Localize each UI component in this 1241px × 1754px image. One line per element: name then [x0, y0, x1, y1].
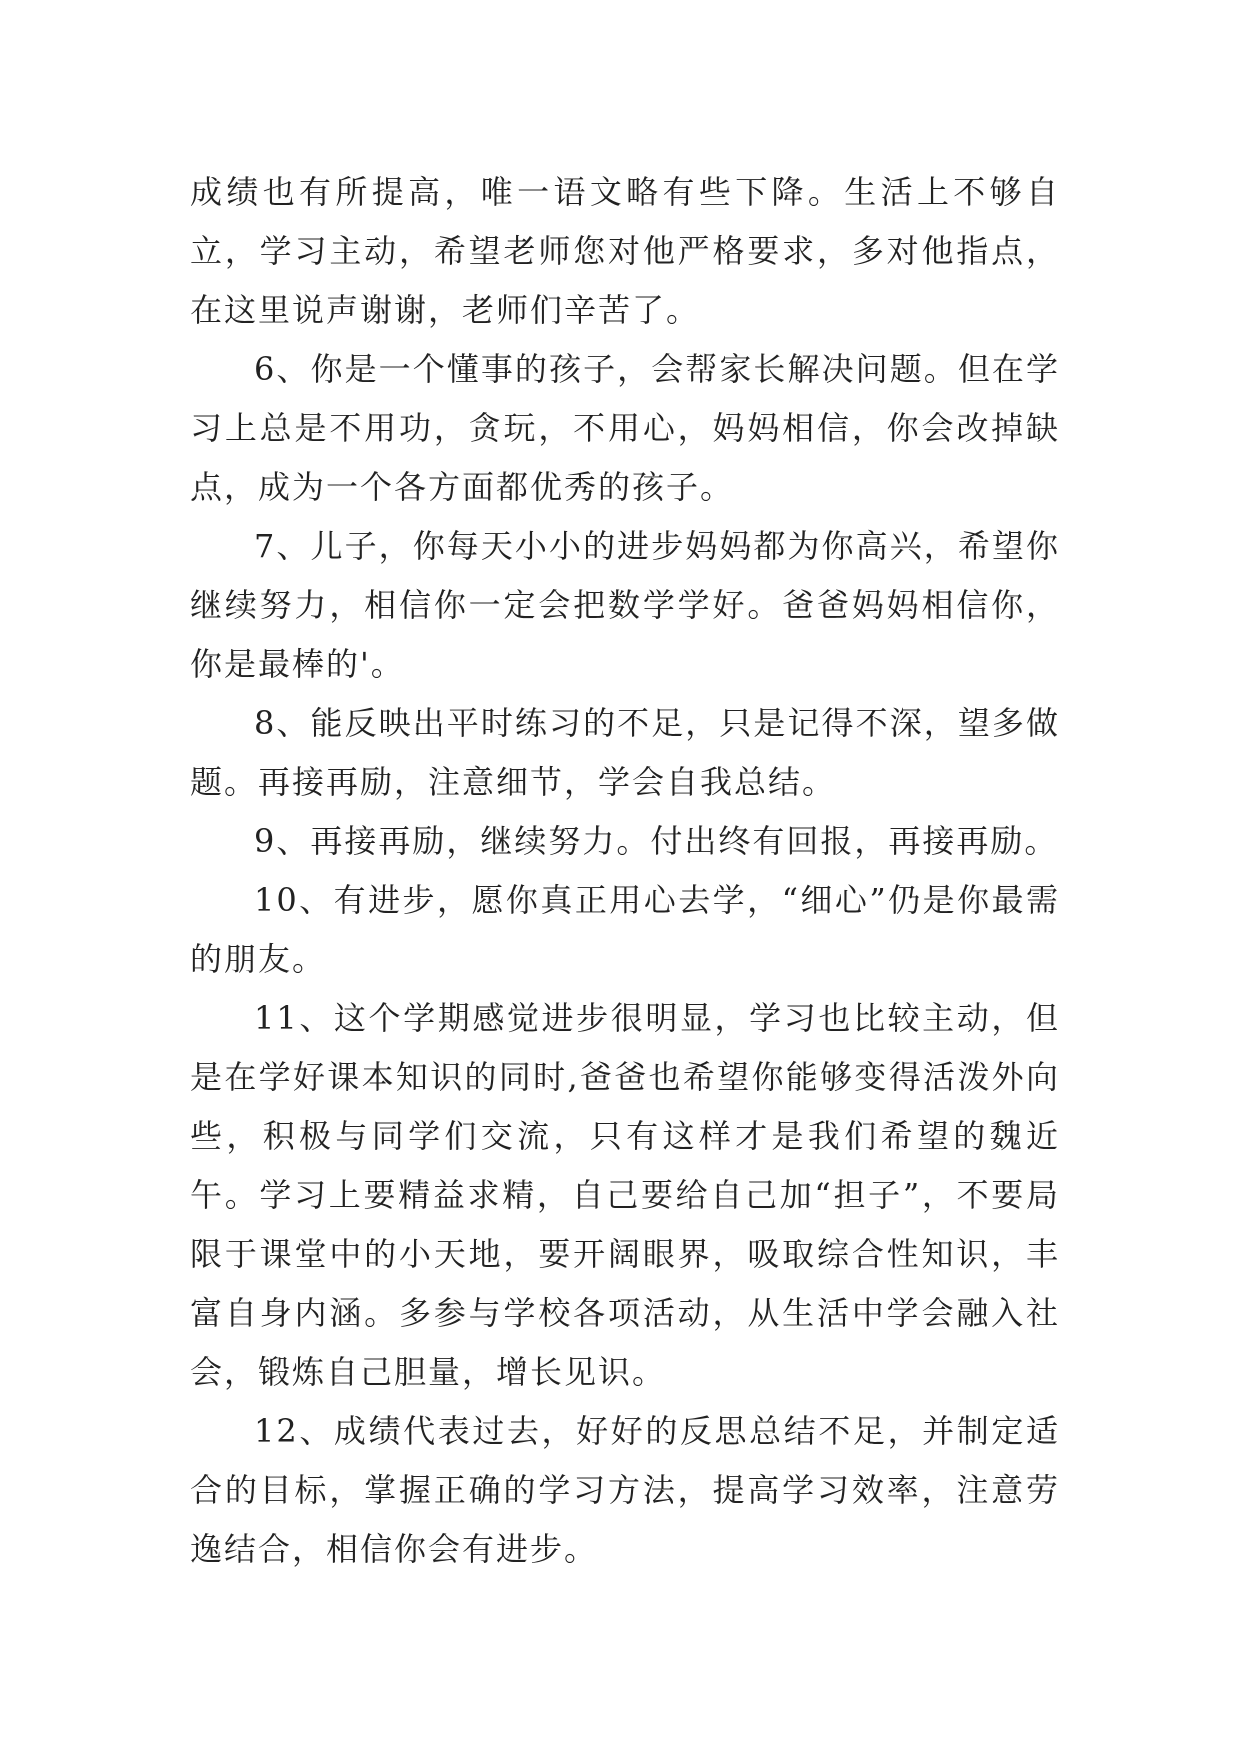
paragraph-continuation: 成绩也有所提高，唯一语文略有些下降。生活上不够自立，学习主动，希望老师您对他严格要求，多对他指点，在这里说声谢谢，老师们辛苦了。 — [190, 173, 1060, 329]
paragraph-item-10: 10、有进步，愿你真正用心去学，“细心”仍是你最需的朋友。 — [190, 881, 1060, 978]
document-body — [190, 163, 1060, 1579]
paragraph-item-8: 8、能反映出平时练习的不足，只是记得不深，望多做题。再接再励，注意细节，学会自我总结。 — [190, 704, 1060, 801]
paragraph-item-6: 6、你是一个懂事的孩子，会帮家长解决问题。但在学习上总是不用功，贪玩，不用心，妈妈相信，你会改掉缺点，成为一个各方面都优秀的孩子。 — [190, 350, 1060, 506]
paragraph-item-12: 12、成绩代表过去，好好的反思总结不足，并制定适合的目标，掌握正确的学习方法，提高学习效率，注意劳逸结合，相信你会有进步。 — [190, 1412, 1060, 1568]
paragraph-item-7: 7、儿子，你每天小小的进步妈妈都为你高兴，希望你继续努力，相信你一定会把数学学好。爸爸妈妈相信你，你是最棒的'。 — [190, 527, 1060, 683]
paragraph-item-11: 11、这个学期感觉进步很明显，学习也比较主动，但是在学好课本知识的同时,爸爸也希望你能够变得活泼外向些，积极与同学们交流，只有这样才是我们希望的魏近午。学习上要精益求精，自己要给自己加“担子”，不要局限于课堂中的小天地，要开阔眼界，吸取综合性知识，丰富自身内涵。多参与学校各项活动，从生活中学会融入社会，锻炼自己胆量，增长见识。 — [190, 999, 1060, 1391]
paragraph-item-9: 9、再接再励，继续努力。付出终有回报，再接再励。 — [254, 822, 1059, 860]
